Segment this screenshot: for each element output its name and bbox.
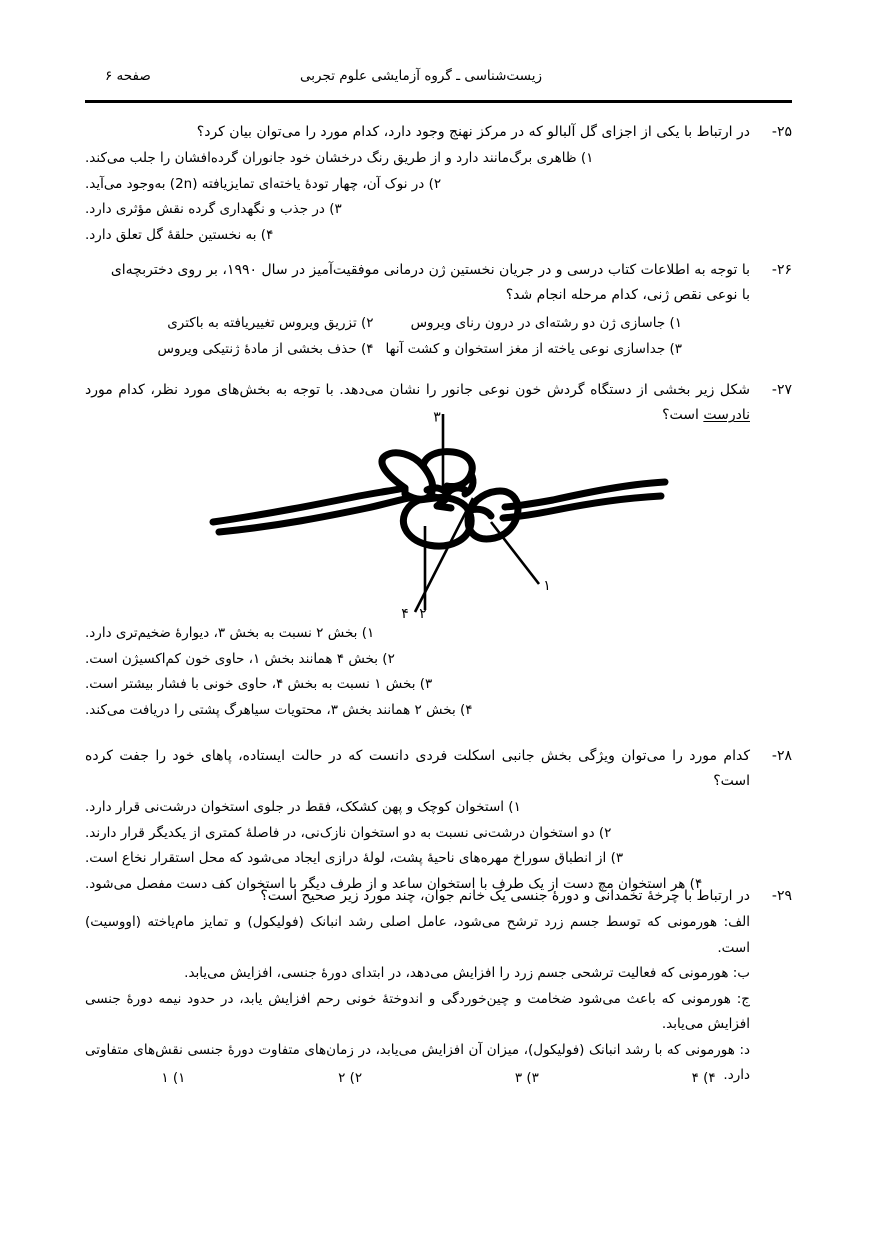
question-28-text: کدام مورد را می‌توان ویژگی بخش جانبی اسکلت فردی دانست که در حالت ایستاده، پاهای خود را جفت کرده است؟ [85, 748, 750, 789]
statement-item: ب: هورمونی که فعالیت ترشحی جسم زرد را افزایش می‌دهد، در ابتدای دورۀ جنسی، افزایش می‌یابد. [184, 965, 750, 981]
leader-line-1 [491, 522, 539, 584]
question-26-number: ۲۶- [771, 262, 792, 278]
answer-option[interactable]: ۲) ۲ [338, 1070, 363, 1086]
header-page-number: صفحه ۶ [105, 68, 151, 84]
option-item[interactable]: ۴) حذف بخشی از مادۀ ژنتیکی ویروس [157, 341, 374, 357]
option-item[interactable]: ۲) بخش ۴ همانند بخش ۱، حاوی خون کم‌اکسیژن است. [85, 650, 395, 667]
header-subject: زیست‌شناسی ـ گروه آزمایشی علوم تجربی [300, 68, 542, 84]
question-25-text: در ارتباط با یکی از اجزای گل آلبالو که در مرکز نهنج وجود دارد، کدام مورد را می‌توان بیان کرد؟ [196, 124, 750, 140]
question-26-text-line2: با نوعی نقص ژنی، کدام مرحله انجام شد؟ [505, 287, 750, 303]
page-header [85, 68, 792, 98]
option-item[interactable]: ۱) جاسازی ژن دو رشته‌ای در درون رنای ویروس [410, 315, 682, 331]
option-item[interactable]: ۴) بخش ۲ همانند بخش ۳، محتویات سیاهرگ پشتی را دریافت می‌کند. [85, 701, 473, 718]
answer-option[interactable]: ۱) ۱ [161, 1070, 186, 1086]
question-25-number: ۲۵- [771, 124, 792, 140]
question-26-head [85, 258, 792, 283]
option-item[interactable]: ۱) استخوان کوچک و پهن کشکک، فقط در جلوی استخوان درشت‌نی قرار دارد. [85, 799, 521, 815]
circulatory-system-figure [0, 404, 877, 620]
question-29-number: ۲۹- [771, 888, 792, 904]
figure-label-3: ۳ [432, 409, 441, 426]
option-item[interactable]: ۴) به نخستین حلقۀ گل تعلق دارد. [85, 226, 274, 243]
figure-label-1: ۱ [542, 578, 551, 594]
statement-item: الف: هورمونی که توسط جسم زرد ترشح می‌شود، عامل اصلی رشد انبانک (فولیکول) و تمایز مام‌یاخته (اووسیت) است. [85, 914, 750, 956]
question-27-text-suffix: است؟ [662, 407, 704, 423]
option-item[interactable]: ۱) بخش ۲ نسبت به بخش ۳، دیوارۀ ضخیم‌تری دارد. [85, 625, 375, 641]
question-27-text-prefix: شکل زیر بخشی از دستگاه گردش خون نوعی جانور را نشان می‌دهد. با توجه به بخش‌های مورد نظر، کدام مورد [85, 382, 750, 398]
question-29 [85, 884, 792, 1089]
statement-item: ج: هورمونی که باعث می‌شود ضخامت و چین‌خوردگی و اندوختۀ خونی رحم افزایش یابد، در حدود نیمه دورۀ جنسی افزایش می‌یابد. [85, 990, 750, 1032]
question-29-statements [85, 910, 792, 1089]
statement-item: د: هورمونی که با رشد انبانک (فولیکول)، میزان آن افزایش می‌یابد، در زمان‌های متفاوت دورۀ جنسی نقش‌های متفاوتی دارد. [85, 1041, 750, 1083]
header-divider [85, 100, 792, 103]
question-29-answers [85, 1070, 792, 1086]
question-25-options [85, 146, 792, 248]
figure-label-4: ۴ [400, 606, 409, 620]
figure-label-2: ۲ [418, 606, 427, 620]
option-item[interactable]: ۱) ظاهری برگ‌مانند دارد و از طریق رنگ درخشان خود جانوران گرده‌افشان را جلب می‌کند. [85, 150, 594, 166]
question-25 [85, 120, 792, 248]
option-item[interactable]: ۳) جداسازی نوعی یاخته از مغز استخوان و کشت آنها [385, 341, 682, 357]
question-28-head [85, 744, 792, 794]
question-28 [85, 744, 792, 897]
option-item[interactable]: ۳) بخش ۱ نسبت به بخش ۴، حاوی خونی با فشار بیشتر است. [85, 676, 433, 692]
option-item[interactable]: ۴) هر استخوان مچ دست از یک طرف با استخوان ساعد و از طرف دیگر با استخوان کف دست مفصل می‌شود. [85, 875, 703, 892]
option-item[interactable]: ۳) از انطباق سوراخ مهره‌های ناحیۀ پشت، لولۀ درازی ایجاد می‌شود که محل استقرار نخاع است. [85, 850, 624, 866]
question-26-options [85, 310, 792, 362]
question-28-options [85, 795, 792, 897]
question-29-text: در ارتباط با چرخۀ تخمدانی و دورۀ جنسی یک خانم جوان، چند مورد زیر صحیح است؟ [260, 888, 750, 904]
option-item[interactable]: ۲) در نوک آن، چهار تودۀ یاخته‌ای تمایزیافته (2n) به‌وجود می‌آید. [85, 175, 442, 192]
question-29-head [85, 884, 792, 909]
option-item[interactable]: ۳) در جذب و نگهداری گرده نقش مؤثری دارد. [85, 201, 342, 217]
question-26 [85, 258, 792, 362]
heart-outline [213, 452, 665, 546]
question-27-number: ۲۷- [771, 382, 792, 398]
option-item[interactable]: ۲) تزریق ویروس تغییریافته به باکتری [167, 315, 374, 331]
question-27-text-emphasis: نادرست [703, 407, 750, 423]
question-27-options-block [85, 620, 792, 723]
question-25-head [85, 120, 792, 145]
question-26-text-line1: با توجه به اطلاعات کتاب درسی و در جریان نخستین ژن درمانی موفقیت‌آمیز در سال ۱۹۹۰، بر روی دختربچه‌ای [110, 262, 750, 278]
answer-option[interactable]: ۴) ۴ [691, 1070, 716, 1086]
question-27-options [85, 621, 792, 723]
option-item[interactable]: ۲) دو استخوان درشت‌نی نسبت به دو استخوان نازک‌نی، در فاصلۀ کمتری از یکدیگر قرار دارند. [85, 824, 612, 841]
answer-option[interactable]: ۳) ۳ [514, 1070, 539, 1086]
heart-diagram-svg [209, 404, 669, 620]
question-28-number: ۲۸- [771, 748, 792, 764]
